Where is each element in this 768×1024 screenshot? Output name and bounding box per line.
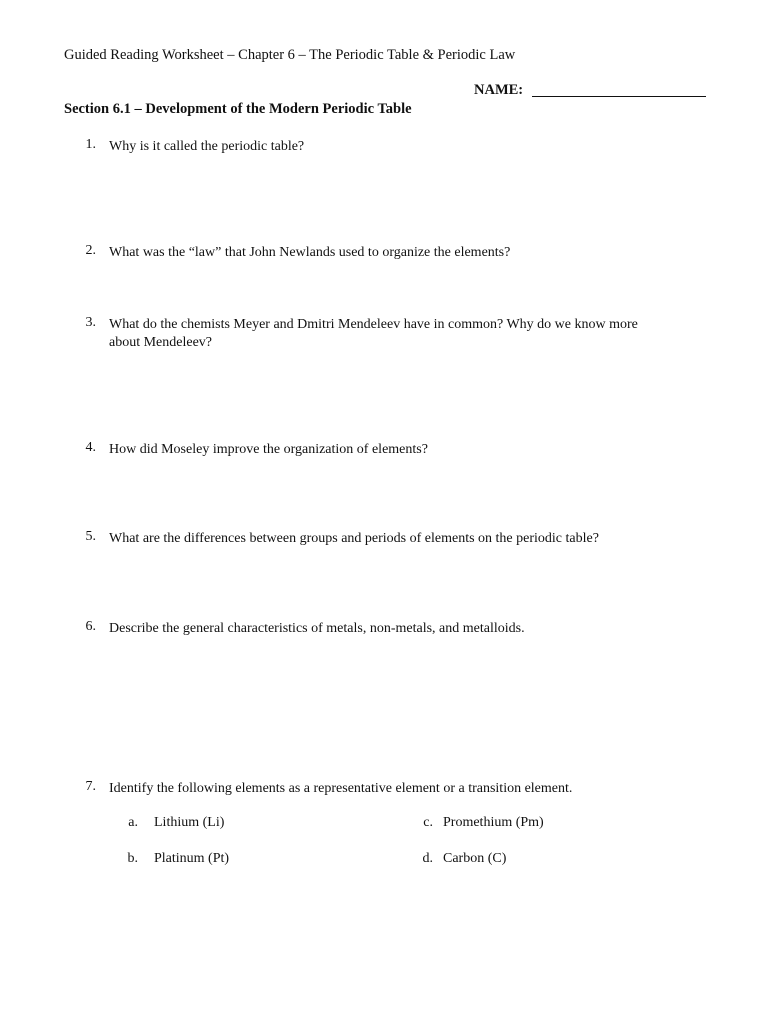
- question-3-number: 3.: [85, 315, 96, 330]
- question-1-text: Why is it called the periodic table?: [109, 139, 305, 154]
- option-b-letter: b.: [127, 851, 138, 866]
- option-c-text: Promethium (Pm): [443, 815, 544, 830]
- question-4-text: How did Moseley improve the organization of elements?: [109, 442, 428, 457]
- question-2-text: What was the “law” that John Newlands used to organize the elements?: [109, 245, 511, 260]
- option-a-letter: a.: [128, 815, 138, 830]
- option-b-text: Platinum (Pt): [154, 851, 230, 866]
- question-7-number: 7.: [85, 779, 96, 794]
- question-7-text: Identify the following elements as a representative element or a transition element.: [109, 781, 573, 796]
- question-3-text-line1: What do the chemists Meyer and Dmitri Mendeleev have in common? Why do we know more: [109, 317, 638, 332]
- option-d-text: Carbon (C): [443, 851, 507, 866]
- worksheet-header-title: Guided Reading Worksheet – Chapter 6 – The Periodic Table & Periodic Law: [64, 47, 516, 63]
- name-label: NAME:: [474, 82, 524, 98]
- question-1-number: 1.: [85, 137, 96, 152]
- question-6-text: Describe the general characteristics of metals, non-metals, and metalloids.: [109, 621, 525, 636]
- option-a-text: Lithium (Li): [154, 815, 225, 830]
- question-4-number: 4.: [85, 440, 96, 455]
- question-2-number: 2.: [85, 243, 96, 258]
- name-blank-line: [532, 96, 706, 97]
- question-3-text-line2: about Mendeleev?: [109, 335, 213, 350]
- question-5-number: 5.: [85, 529, 96, 544]
- section-title: Section 6.1 – Development of the Modern Periodic Table: [64, 101, 412, 117]
- question-5-text: What are the differences between groups and periods of elements on the periodic table?: [109, 531, 599, 546]
- option-c-letter: c.: [423, 815, 433, 830]
- option-d-letter: d.: [422, 851, 433, 866]
- question-6-number: 6.: [85, 619, 96, 634]
